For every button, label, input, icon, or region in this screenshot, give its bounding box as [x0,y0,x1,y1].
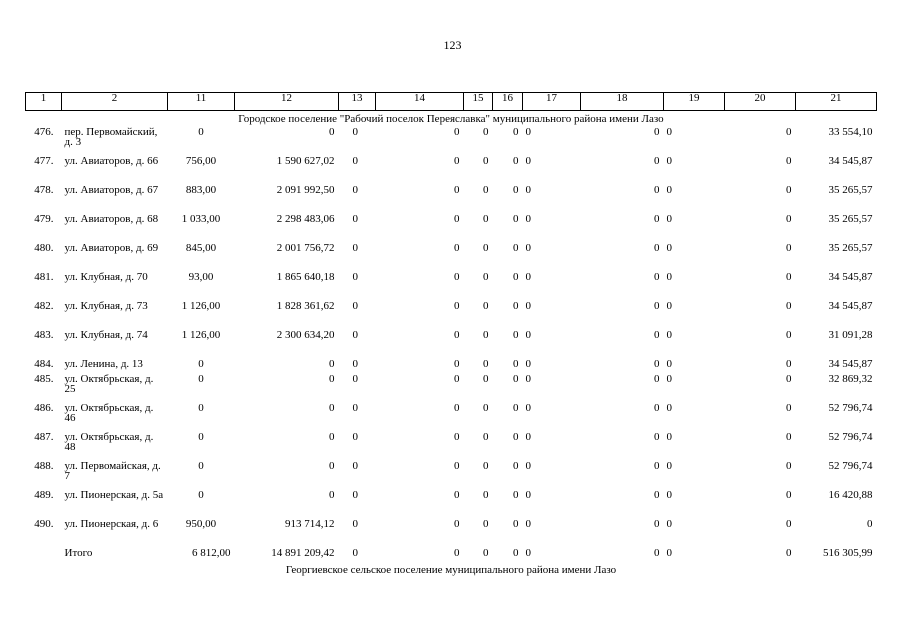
value-cell-c13: 0 [352,431,358,443]
value-cell-c15: 0 [483,358,489,370]
value-cell-c13: 0 [352,460,358,472]
value-cell-c16: 0 [513,271,519,283]
address-cell: ул. Октябрьская, д. 48 [64,431,154,453]
table-body [26,111,877,577]
value-cell-c11: 845,00 [185,242,217,254]
value-cell-c17: 0 [525,155,531,167]
value-cell-c11: 0 [198,358,204,370]
value-cell-c14: 0 [454,518,460,530]
next-section-title: Георгиевское сельское поселение муниципального района имени Лазо [285,564,617,576]
value-cell-c13: 0 [352,184,358,196]
value-cell-c16: 0 [513,155,519,167]
value-cell-c20: 0 [786,460,792,472]
value-cell-c19: 0 [666,126,672,138]
value-cell-c17: 0 [525,489,531,501]
value-cell-c17: 0 [525,358,531,370]
value-cell-c21: 32 869,32 [828,373,873,385]
column-header: 14 [376,93,464,111]
row-number: 480. [34,242,54,254]
row-number: 490. [34,518,54,530]
value-cell-c16: 0 [513,126,519,138]
value-cell-c11: 0 [198,402,204,414]
value-cell-c12: 2 091 992,50 [276,184,335,196]
value-cell-c18: 0 [654,242,660,254]
value-cell-c12: 0 [329,373,335,385]
value-cell-c16: 0 [513,373,519,385]
value-cell-c13: 0 [352,242,358,254]
value-cell-c21: 31 091,28 [828,329,873,341]
value-cell-c18: 0 [654,489,660,501]
value-cell-c15: 0 [483,518,489,530]
value-cell-c15: 0 [483,242,489,254]
row-number: 484. [34,358,54,370]
column-header: 21 [796,93,877,111]
column-header: 18 [581,93,664,111]
value-cell-c18: 0 [654,213,660,225]
value-cell-c20: 0 [786,518,792,530]
value-cell-c18: 0 [654,126,660,138]
value-cell-c11: 756,00 [185,155,217,167]
row-number: 483. [34,329,54,341]
row-number: 478. [34,184,54,196]
value-cell-c20: 0 [786,213,792,225]
total-spacer [26,546,62,562]
section-title: Городское поселение "Рабочий поселок Переяславка" муниципального района имени Лазо [238,113,664,125]
total-cell-c16: 0 [513,547,519,559]
value-cell-c11: 0 [198,373,204,385]
value-cell-c12: 2 298 483,06 [276,213,335,225]
value-cell-c11: 0 [198,489,204,501]
value-cell-c14: 0 [454,271,460,283]
value-cell-c17: 0 [525,373,531,385]
value-cell-c12: 2 001 756,72 [276,242,335,254]
value-cell-c16: 0 [513,358,519,370]
value-cell-c21: 35 265,57 [828,213,873,225]
value-cell-c19: 0 [666,213,672,225]
value-cell-c19: 0 [666,489,672,501]
address-cell: ул. Авиаторов, д. 68 [64,213,159,225]
column-header: 1 [26,93,62,111]
value-cell-c17: 0 [525,184,531,196]
value-cell-c19: 0 [666,155,672,167]
row-number: 485. [34,373,54,385]
value-cell-c15: 0 [483,184,489,196]
value-cell-c12: 0 [329,431,335,443]
value-cell-c21: 35 265,57 [828,184,873,196]
value-cell-c18: 0 [654,518,660,530]
value-cell-c11: 950,00 [185,518,217,530]
value-cell-c18: 0 [654,271,660,283]
column-header: 2 [62,93,168,111]
value-cell-c14: 0 [454,460,460,472]
value-cell-c13: 0 [352,300,358,312]
address-cell: ул. Октябрьская, д. 25 [64,373,154,395]
value-cell-c14: 0 [454,402,460,414]
value-cell-c18: 0 [654,300,660,312]
total-cell-c20: 0 [786,547,792,559]
value-cell-c21: 16 420,88 [828,489,873,501]
value-cell-c14: 0 [454,358,460,370]
total-cell-c14: 0 [454,547,460,559]
value-cell-c11: 1 126,00 [181,300,221,312]
address-cell: ул. Пионерская, д. 6 [64,518,159,530]
value-cell-c11: 0 [198,431,204,443]
value-cell-c16: 0 [513,184,519,196]
value-cell-c13: 0 [352,126,358,138]
table-header [26,93,877,111]
row-number: 481. [34,271,54,283]
value-cell-c17: 0 [525,329,531,341]
address-cell: ул. Клубная, д. 73 [64,300,148,312]
row-number: 486. [34,402,54,414]
value-cell-c14: 0 [454,431,460,443]
data-table [25,92,877,576]
column-header: 12 [235,93,339,111]
value-cell-c19: 0 [666,460,672,472]
value-cell-c20: 0 [786,300,792,312]
value-cell-c17: 0 [525,242,531,254]
value-cell-c17: 0 [525,518,531,530]
address-cell: ул. Клубная, д. 74 [64,329,148,341]
value-cell-c15: 0 [483,329,489,341]
value-cell-c19: 0 [666,184,672,196]
value-cell-c15: 0 [483,431,489,443]
total-cell-c19: 0 [666,547,672,559]
row-number: 476. [34,126,54,138]
value-cell-c11: 0 [198,460,204,472]
table-row [26,328,877,357]
table-row [26,517,877,546]
value-cell-c14: 0 [454,329,460,341]
table-row [26,299,877,328]
value-cell-c16: 0 [513,431,519,443]
value-cell-c13: 0 [352,271,358,283]
value-cell-c18: 0 [654,373,660,385]
value-cell-c16: 0 [513,460,519,472]
row-number: 489. [34,489,54,501]
value-cell-c20: 0 [786,431,792,443]
value-cell-c17: 0 [525,431,531,443]
value-cell-c19: 0 [666,329,672,341]
value-cell-c19: 0 [666,300,672,312]
value-cell-c18: 0 [654,329,660,341]
total-row [26,546,877,562]
address-cell: ул. Пионерская, д. 5а [64,489,164,501]
value-cell-c19: 0 [666,271,672,283]
address-cell: ул. Авиаторов, д. 67 [64,184,159,196]
value-cell-c15: 0 [483,300,489,312]
address-cell: пер. Первомайский, д. 3 [64,126,158,148]
value-cell-c18: 0 [654,358,660,370]
value-cell-c17: 0 [525,271,531,283]
table-row [26,401,877,430]
value-cell-c13: 0 [352,518,358,530]
table-row [26,430,877,459]
value-cell-c14: 0 [454,126,460,138]
value-cell-c12: 1 590 627,02 [276,155,335,167]
value-cell-c19: 0 [666,402,672,414]
value-cell-c11: 0 [198,126,204,138]
value-cell-c20: 0 [786,373,792,385]
table-row [26,212,877,241]
value-cell-c20: 0 [786,184,792,196]
value-cell-c20: 0 [786,489,792,501]
column-header: 16 [493,93,523,111]
value-cell-c16: 0 [513,489,519,501]
value-cell-c20: 0 [786,242,792,254]
value-cell-c12: 0 [329,126,335,138]
value-cell-c19: 0 [666,431,672,443]
value-cell-c18: 0 [654,402,660,414]
value-cell-c15: 0 [483,126,489,138]
column-header: 17 [523,93,581,111]
value-cell-c14: 0 [454,242,460,254]
value-cell-c21: 52 796,74 [828,402,873,414]
table-row [26,241,877,270]
value-cell-c21: 52 796,74 [828,460,873,472]
value-cell-c21: 52 796,74 [828,431,873,443]
value-cell-c20: 0 [786,402,792,414]
value-cell-c19: 0 [666,358,672,370]
value-cell-c15: 0 [483,213,489,225]
value-cell-c20: 0 [786,271,792,283]
value-cell-c18: 0 [654,431,660,443]
value-cell-c12: 0 [329,489,335,501]
value-cell-c17: 0 [525,402,531,414]
value-cell-c16: 0 [513,402,519,414]
total-cell-c15: 0 [483,547,489,559]
value-cell-c13: 0 [352,155,358,167]
address-cell: ул. Клубная, д. 70 [64,271,148,283]
value-cell-c11: 1 033,00 [181,213,221,225]
address-cell: ул. Авиаторов, д. 66 [64,155,159,167]
table-row [26,270,877,299]
value-cell-c15: 0 [483,373,489,385]
value-cell-c20: 0 [786,329,792,341]
value-cell-c14: 0 [454,489,460,501]
value-cell-c12: 1 828 361,62 [276,300,335,312]
table-row [26,125,877,154]
total-cell-c13: 0 [352,547,358,559]
value-cell-c21: 34 545,87 [828,300,873,312]
value-cell-c20: 0 [786,358,792,370]
value-cell-c13: 0 [352,402,358,414]
value-cell-c12: 0 [329,460,335,472]
value-cell-c21: 34 545,87 [828,271,873,283]
row-number: 487. [34,431,54,443]
value-cell-c17: 0 [525,126,531,138]
column-header: 19 [664,93,725,111]
value-cell-c17: 0 [525,213,531,225]
value-cell-c12: 1 865 640,18 [276,271,335,283]
value-cell-c17: 0 [525,300,531,312]
value-cell-c21: 34 545,87 [828,155,873,167]
value-cell-c13: 0 [352,373,358,385]
page-number: 123 [443,38,462,52]
value-cell-c16: 0 [513,329,519,341]
value-cell-c20: 0 [786,126,792,138]
value-cell-c17: 0 [525,460,531,472]
value-cell-c21: 34 545,87 [828,358,873,370]
address-cell: ул. Авиаторов, д. 69 [64,242,159,254]
value-cell-c14: 0 [454,213,460,225]
value-cell-c13: 0 [352,213,358,225]
total-cell-c21: 516 305,99 [823,547,873,559]
value-cell-c12: 2 300 634,20 [276,329,335,341]
value-cell-c12: 0 [329,402,335,414]
value-cell-c19: 0 [666,518,672,530]
value-cell-c11: 93,00 [188,271,214,283]
value-cell-c11: 883,00 [185,184,217,196]
value-cell-c21: 0 [867,518,873,530]
value-cell-c14: 0 [454,300,460,312]
value-cell-c12: 0 [329,358,335,370]
value-cell-c15: 0 [483,489,489,501]
address-cell: ул. Ленина, д. 13 [64,358,143,370]
value-cell-c16: 0 [513,518,519,530]
value-cell-c18: 0 [654,155,660,167]
value-cell-c13: 0 [352,329,358,341]
value-cell-c14: 0 [454,155,460,167]
value-cell-c11: 1 126,00 [181,329,221,341]
table-row [26,488,877,517]
value-cell-c19: 0 [666,242,672,254]
total-cell-c11: 6 812,00 [192,547,231,559]
column-header: 13 [339,93,376,111]
value-cell-c13: 0 [352,358,358,370]
value-cell-c13: 0 [352,489,358,501]
value-cell-c16: 0 [513,300,519,312]
address-cell: ул. Первомайская, д. 7 [64,460,161,482]
total-label: Итого [64,547,93,559]
total-cell-c18: 0 [654,547,660,559]
value-cell-c20: 0 [786,155,792,167]
value-cell-c19: 0 [666,373,672,385]
address-cell: ул. Октябрьская, д. 46 [64,402,154,424]
value-cell-c16: 0 [513,242,519,254]
table-row [26,459,877,488]
table-row [26,372,877,401]
row-number: 479. [34,213,54,225]
value-cell-c15: 0 [483,155,489,167]
value-cell-c15: 0 [483,271,489,283]
table-row [26,357,877,372]
value-cell-c21: 35 265,57 [828,242,873,254]
table-row [26,183,877,212]
value-cell-c16: 0 [513,213,519,225]
value-cell-c12: 913 714,12 [285,518,335,530]
value-cell-c18: 0 [654,184,660,196]
value-cell-c18: 0 [654,460,660,472]
table-row [26,154,877,183]
value-cell-c21: 33 554,10 [828,126,873,138]
total-cell-c12: 14 891 209,42 [271,547,335,559]
column-header: 20 [725,93,796,111]
value-cell-c15: 0 [483,460,489,472]
value-cell-c14: 0 [454,184,460,196]
column-header: 11 [168,93,235,111]
row-number: 488. [34,460,54,472]
total-cell-c17: 0 [525,547,531,559]
value-cell-c14: 0 [454,373,460,385]
column-header: 15 [464,93,493,111]
value-cell-c15: 0 [483,402,489,414]
row-number: 482. [34,300,54,312]
row-number: 477. [34,155,54,167]
